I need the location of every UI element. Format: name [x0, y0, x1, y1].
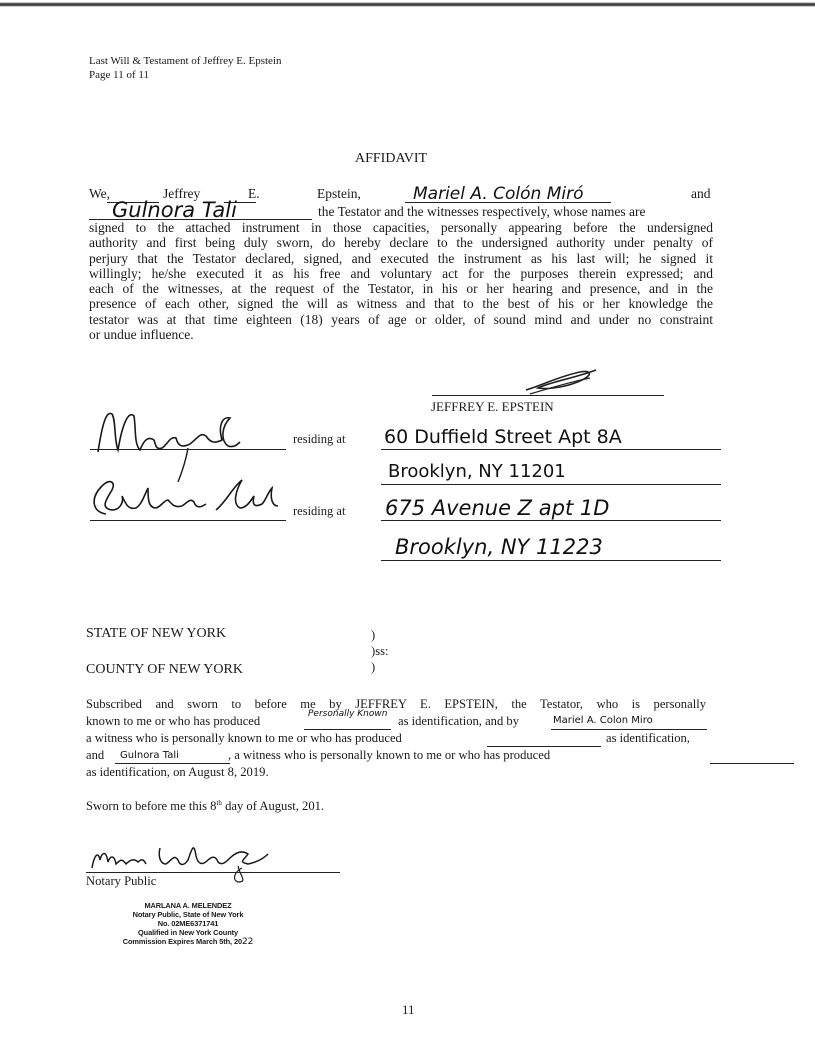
personally-known-handwritten: Personally Known: [308, 709, 388, 719]
witness1-handwritten-print: Mariel A. Colon Miro: [553, 715, 653, 726]
subscription-line3-b: as identification,: [606, 731, 690, 745]
stamp-line: Notary Public, State of New York: [132, 910, 244, 919]
stamp-line: Qualified in New York County: [138, 928, 238, 937]
stamp-line: No. 02ME6371741: [157, 919, 219, 928]
header-page: Page 11 of 11: [89, 69, 149, 81]
paragraph-line: perjury that the Testator declared, signed, and executed the instrument as his last will; he signed it: [89, 250, 713, 266]
subscription-line3-a: a witness who is personally known to me or who has produced: [86, 731, 402, 745]
testator-signature-line: [432, 395, 664, 396]
blank-id-line: [487, 746, 601, 747]
affidavit-heading: AFFIDAVIT: [355, 151, 428, 166]
stamp-line-expiry: [104, 937, 272, 947]
id-produced-line: [304, 729, 391, 730]
witness2-signature-line: [90, 520, 286, 521]
witness2-handwritten-print: Gulnora Tali: [120, 750, 179, 761]
testator-signature: [520, 366, 600, 398]
witness1-handwritten-name: Mariel A. Colón Miró: [413, 184, 584, 204]
paragraph-line: authority and first being duly sworn, do hereby declare to the undersigned authority under penalty of: [89, 235, 713, 251]
subscription-line2-b: as identification, and by: [398, 714, 520, 728]
venue-ss: )ss:: [371, 644, 389, 658]
page-number: 11: [402, 1002, 415, 1017]
scan-edge-line: [0, 2, 815, 7]
venue-paren: ): [371, 628, 376, 642]
notary-signature-line: [86, 872, 340, 873]
testator-first-name: Jeffrey: [163, 186, 201, 201]
witness2-signature: [86, 474, 286, 524]
witness2-address-line1: 675 Avenue Z apt 1D: [385, 496, 610, 520]
witness2-id-line: [115, 763, 230, 764]
address2-line2-rule: [381, 560, 721, 561]
residing-at-label-1: residing at: [293, 432, 346, 446]
stamp-expiry-text: Commission Expires March 5th, 20: [122, 937, 242, 946]
header-title: Last Will & Testament of Jeffrey E. Epstein: [89, 55, 282, 67]
affidavit-paragraph: [89, 220, 713, 342]
and-word: and: [691, 186, 711, 201]
document-header: [89, 54, 281, 82]
sworn-text-b: day of August, 201.: [221, 799, 325, 814]
notary-stamp: [104, 901, 272, 947]
residing-at-label-2: residing at: [293, 504, 346, 518]
witness2-address-line2: Brooklyn, NY 11223: [395, 535, 603, 559]
subscription-line1: Subscribed and sworn to before me by JEFFREY E. EPSTEIN, the Testator, who is personally: [86, 697, 706, 711]
venue-paren: ): [371, 660, 376, 674]
testator-printed-name: JEFFREY E. EPSTEIN: [431, 399, 554, 414]
witness1-address-line2: Brooklyn, NY 11201: [388, 461, 566, 482]
subscription-line4-b: , a witness who is personally known to me or who has produced: [228, 748, 551, 762]
address1-line2-rule: [381, 484, 721, 485]
address2-line1-rule: [381, 520, 721, 521]
subscription-line2-a: known to me or who has produced: [86, 714, 261, 728]
witness1-id-line: [551, 729, 707, 730]
address1-line1-rule: [381, 449, 721, 450]
notary-public-label: Notary Public: [86, 874, 157, 888]
stamp-year-handwritten: 22: [241, 937, 254, 947]
blank-id-line: [710, 763, 794, 764]
witness1-signature: [90, 396, 260, 486]
witness2-handwritten-name: Gulnora Tali: [112, 198, 237, 222]
venue-ss-bracket: [371, 627, 389, 675]
paragraph-last-line: or undue influence.: [89, 327, 194, 343]
sworn-text-a: Sworn to before me this 8: [86, 799, 217, 814]
testator-last-name: Epstein,: [317, 186, 361, 201]
paragraph-line: signed to the attached instrument in those capacities, personally appearing before the undersigned: [89, 220, 713, 235]
sworn-sup: th: [216, 799, 222, 807]
venue-county: COUNTY OF NEW YORK: [86, 662, 243, 677]
we-label: We,: [89, 186, 111, 201]
witness1-address-line1: 60 Duffield Street Apt 8A: [384, 426, 622, 448]
testator-middle-initial: E.: [248, 186, 260, 201]
subscription-line5: as identification, on August 8, 2019.: [86, 765, 269, 779]
paragraph-line: presence of each other, signed the will as witness and that to the best of his or her knowledge the: [89, 296, 713, 312]
venue-state: STATE OF NEW YORK: [86, 626, 227, 641]
affidavit-line1-rest: the Testator and the witnesses respectively, whose names are: [318, 204, 646, 219]
witness1-signature-line: [90, 449, 286, 450]
subscription-line4-a: and: [86, 748, 105, 762]
paragraph-line: willingly; he/she executed it as his free and voluntary act for the purposes therein expressed; and: [89, 265, 713, 281]
sworn-statement: [86, 799, 324, 814]
paragraph-line: testator was at that time eighteen (18) years of age or older, of sound mind and under no constraint: [89, 311, 713, 327]
stamp-line: MARLANA A. MELENDEZ: [144, 901, 232, 910]
paragraph-line: each of the witnesses, at the request of the Testator, in his or her hearing and presence, and in the: [89, 281, 713, 297]
